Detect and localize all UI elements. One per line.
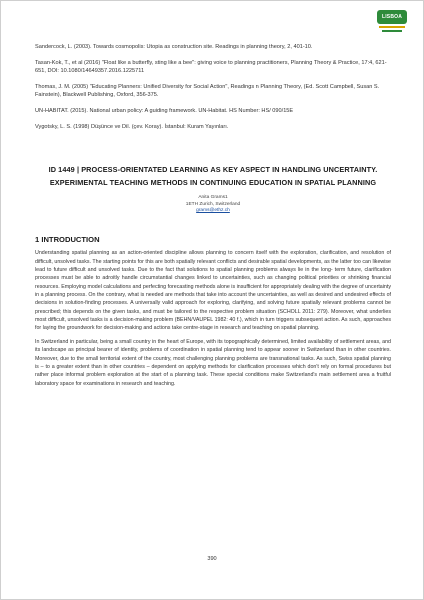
reference-item: Tasan-Kok, T., et al (2016) "Float like a butterfly, sting like a bee": giving voice to planning practitioners, Planning Theory & Practice, 17:4, 621-651, DOI: 10.1080/14649357.2016.1225711 bbox=[35, 59, 387, 75]
logo-badge: LISBOA bbox=[377, 10, 407, 24]
author-affiliation: 1ETH Zurich, Switzerland bbox=[185, 201, 241, 207]
logo-stripe-green bbox=[382, 30, 402, 32]
reference-list bbox=[35, 43, 391, 131]
logo-stripe-yellow bbox=[379, 26, 405, 28]
author-email-link[interactable]: grams@ethz.ch bbox=[196, 207, 230, 213]
reference-item: Sandercock, L. (2003). Towards cosmopolis: Utopia as construction site. Readings in planning theory, 2, 401-10. bbox=[35, 44, 313, 50]
conference-logo bbox=[377, 10, 415, 36]
author-block bbox=[35, 195, 391, 214]
section-heading: 1 INTRODUCTION bbox=[35, 235, 100, 245]
body-paragraph: Understanding spatial planning as an action-oriented discipline allows planning to concern itself with the exploration, clarification, and resolution of difficult, unsolved tasks. The starting points for this are both spatially relevant conflicts and desirable spatial developments, as the latter too can likewise lead to future difficult and unsolved tasks. Due to the fact that solutions to spatial planning problems always lie in the long- term future, clarification processes must be able to adroitly handle circumstantial changes linked to uncertainties, such as changing political priorities or shrinking financial resources. Employing model calculations and perfecting forecasting methods alone is insufficient for appropriately dealing with the degree of uncertainty in a planning process. On the contrary, what is needed are methods that take into account the uncertainties, as well as desired and undesired effects of decisions in solution-finding processes. A universally valid approach for exploring, clarifying, and solving future spatially relevant problems cannot be prescribed; this depends on the given tasks, and must be tailored to the respective problem situation (SCHOLL 2011: 279). Moreover, what underlies most difficult, unsolved tasks is a decision-making problem (BEHN/VAUPEL 1982: 40 f.), which in turn triggers subsequent action. As such, approaches for laying the groundwork for decision-making and actions take centre-stage in research and teaching on spatial planning. bbox=[35, 250, 391, 332]
author-name: Anita Grams1 bbox=[198, 195, 228, 201]
reference-item: UN-HABITAT. (2015). National urban policy: A guiding framework. UN-Habitat. HS Number: HS/ 090/15E bbox=[35, 107, 294, 114]
page-content bbox=[35, 43, 391, 393]
body-paragraph: In Switzerland in particular, being a small country in the heart of Europe, with its topographically determined, limited availability of settlement areas, and its landscape as principal bearer of identity, problems of coordination in spatial planning tend to appear sooner in Switzerland than in other countries. Moreover, due to the small territorial extent of the country, most challenging planning problems are transnational tasks. As such, Swiss spatial planning is – to a greater extent than in other countries – dependent on applying methods for clarification processes which don't rely on formal procedures but rather place informal problem exploration at the start of a planning task. These special conditions make Switzerland's main settlement area a fruitful laboratory space for examinations in research and teaching. bbox=[35, 339, 391, 387]
reference-item: Vygotsky, L. S. (1998) Düşünce ve Dil. (çev. Koray). İstanbul: Kuram Yayınları. bbox=[35, 123, 229, 130]
reference-item: Thomas, J. M. (2005) "Educating Planners: Unified Diversity for Social Action", Readings n Planning Theory, (Ed. Scott Campbell, Susan S. Fainstein), Blackwell Publishing, Oxford, 356-375. bbox=[35, 83, 380, 99]
paper-title: ID 1449 | PROCESS-ORIENTATED LEARNING AS KEY ASPECT IN HANDLING UNCERTAINTY. EXPERIMENTAL TEACHING METHODS IN CONTINUING EDUCATION IN SPATIAL PLANNING bbox=[48, 165, 378, 188]
page-number: 390 bbox=[207, 556, 217, 562]
